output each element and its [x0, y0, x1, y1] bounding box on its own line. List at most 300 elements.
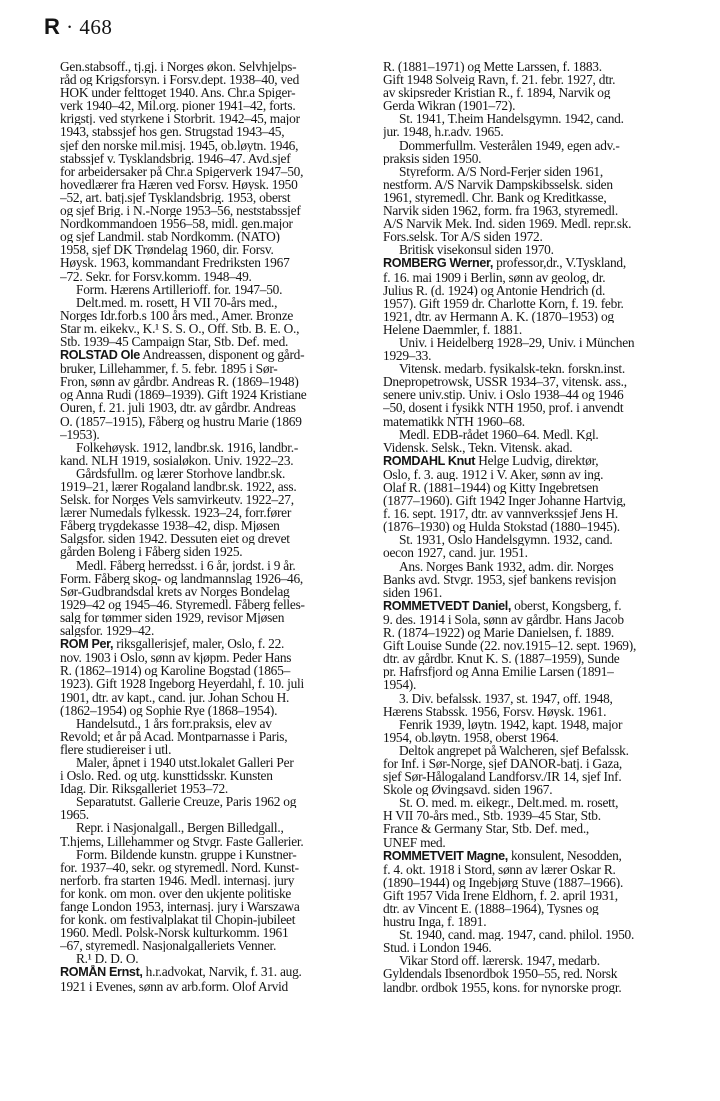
line-text: Olaf R. (1881–1944) og Kitty Ingebretsen — [383, 481, 599, 495]
text-line — [60, 532, 360, 545]
line-text: Vikar Stord off. lærersk. 1947, medarb. — [399, 954, 600, 968]
line-text: HOK under felttoget 1940. Ans. Chr.a Spiger- — [60, 86, 296, 100]
line-text: for Inf. i Sør-Norge, sjef DANOR-batj. i Gaza, — [383, 756, 622, 771]
text-line — [60, 821, 360, 834]
line-text: Banks avd. Stvgr. 1953, sjef bankens revisjon — [383, 572, 617, 586]
line-text: siden 1961. — [383, 585, 442, 599]
line-text: Fåberg trygdekasse 1938–42, disp. Mjøsen — [60, 519, 280, 533]
text-line — [60, 493, 360, 506]
line-text: Form. Bildende kunstn. gruppe i Kunstner- — [76, 847, 297, 861]
text-line — [60, 637, 360, 651]
line-text: Ouren, f. 21. juli 1903, dtr. av gårdbr. Andreas — [60, 401, 296, 415]
line-text: St. 1940, cand. mag. 1947, cand. philol. 1950. — [399, 928, 635, 942]
line-text: 1957). Gift 1959 dr. Charlotte Korn, f. 19. febr. — [383, 296, 624, 310]
line-text: Dommerfullm. Vesterålen 1949, egen adv.- — [399, 138, 620, 152]
line-text: –1953). — [60, 427, 100, 441]
line-text: Delt.med. m. rosett, H VII 70-års med., — [76, 295, 278, 309]
line-text: Oslo, f. 3. aug. 1912 i V. Aker, sønn av ing. — [383, 467, 604, 481]
text-line — [383, 428, 685, 441]
line-text: 1958, sjef DK Trøndelag 1960, dir. Forsv. — [60, 243, 274, 257]
line-text: 1954). — [383, 678, 417, 692]
line-text: i Oslo. Red. og utg. kunsttidsskr. Kunsten — [60, 769, 273, 783]
text-line — [383, 112, 685, 125]
line-text: sjef den norske mil.misj. 1945, ob.løytn. 1946, — [60, 138, 299, 152]
entry-paragraph — [383, 533, 685, 559]
line-text: kand. NLH 1919, sosialøkon. Univ. 1922–23. — [60, 453, 294, 467]
entry-paragraph — [60, 60, 360, 283]
line-text: Helge Ludvig, direktør, — [475, 453, 599, 468]
line-text: landbr. ordbok 1955, kons. for nynorske progr. — [383, 980, 622, 994]
line-text: R.¹ D. D. O. — [76, 952, 139, 966]
line-text: Maler, åpnet i 1940 utst.lokalet Galleri Per — [76, 755, 294, 770]
line-text: og sjef Brig. i N.-Norge 1953–56, neststabssjef — [60, 204, 301, 218]
line-text: Stud. i London 1946. — [383, 941, 492, 955]
entry-name: ROMMETVEDT Daniel, — [383, 598, 512, 613]
text-line — [60, 309, 360, 322]
line-text: Andreassen, disponent og gård- — [139, 348, 305, 363]
text-line — [60, 730, 360, 743]
line-text: Nordkommandoen 1956–58, midl. gen.major — [60, 217, 293, 231]
entry-paragraph — [383, 165, 685, 244]
line-text: for. 1937–40, sekr. og styremedl. Nord. Kunst- — [60, 860, 299, 874]
text-line — [383, 454, 685, 468]
text-line — [383, 573, 685, 586]
line-text: Medl. Fåberg herredsst. i 6 år, jordst. i 9 år. — [76, 558, 296, 572]
line-text: St. O. med. m. eikegr., Delt.med. m. rosett, — [399, 796, 619, 810]
line-text: professor,dr., V.Tyskland, — [492, 256, 626, 271]
text-line — [60, 965, 360, 979]
text-line — [383, 770, 685, 783]
text-line — [60, 769, 360, 782]
text-line — [383, 876, 685, 889]
line-text: jur. 1948, h.r.adv. 1965. — [383, 125, 504, 139]
entry-paragraph — [60, 952, 360, 965]
line-text: (1877–1960). Gift 1942 Inger Johanne Hartvig, — [383, 494, 626, 508]
text-line — [60, 467, 360, 480]
biography-entry — [383, 454, 685, 534]
text-line — [383, 928, 685, 941]
line-text: og Anna Rudi (1869–1939). Gift 1924 Kristiane — [60, 388, 307, 402]
line-text: (1890–1944) og Ingebjørg Stuve (1887–1966). — [383, 875, 624, 889]
line-text: Repr. i Nasjonalgall., Bergen Billedgall., — [76, 821, 284, 835]
text-line — [60, 362, 360, 375]
line-text: salg for tømmer siden 1929, revisor Mjøsen — [60, 610, 285, 625]
entry-paragraph — [383, 112, 685, 138]
text-line — [60, 519, 360, 532]
line-text: R. (1881–1971) og Mette Larssen, f. 1883. — [383, 60, 602, 74]
text-line — [60, 506, 360, 519]
text-line — [383, 73, 685, 86]
line-text: Norges Idr.forb.s 100 års med., Amer. Bronze — [60, 308, 294, 322]
text-line — [60, 691, 360, 704]
line-text: –72. Sekr. for Forsv.komm. 1948–49. — [60, 269, 252, 283]
line-text: f. 16. mai 1909 i Berlin, sønn av geolog, dr. — [383, 270, 606, 284]
text-line — [383, 230, 685, 243]
text-line — [60, 428, 360, 441]
line-text: nerforb. fra starten 1946. Medl. internasj. jury — [60, 873, 295, 887]
text-line — [60, 887, 360, 900]
text-line — [60, 375, 360, 388]
entry-paragraph — [383, 139, 685, 165]
line-text: 1965. — [60, 808, 89, 822]
text-line — [383, 967, 685, 980]
line-text: råd og Krigsforsyn. i Forsv.dept. 1938–40, ved — [60, 73, 300, 87]
line-text: flere studiereiser i utl. — [60, 742, 172, 756]
entry-paragraph — [60, 821, 360, 847]
line-text: Gift Louise Sunde (22. nov.1915–12. sept. 1969), — [383, 639, 637, 653]
line-text: pr. Hafrsfjord og Anna Emilie Larsen (1891– — [383, 665, 614, 679]
line-text: Selsk. for Norges Vels samvirkeutv. 1922–27, — [60, 493, 294, 507]
entry-paragraph — [383, 362, 685, 427]
text-line — [383, 86, 685, 99]
line-text: Form. Fåberg skog- og landmannslag 1926–46, — [60, 571, 304, 585]
line-text: oberst, Kongsberg, f. — [511, 598, 622, 613]
entry-paragraph — [383, 428, 685, 454]
line-text: 1921, dtr. av Hermann A. K. (1870–1953) og — [383, 309, 614, 323]
text-line — [60, 296, 360, 309]
text-line — [60, 952, 360, 965]
entry-paragraph — [383, 744, 685, 796]
line-text: Folkehøysk. 1912, landbr.sk. 1916, landbr.- — [76, 440, 299, 454]
text-line — [60, 86, 360, 99]
entry-paragraph — [60, 441, 360, 467]
text-line — [383, 822, 685, 835]
text-line — [60, 611, 360, 624]
text-line — [383, 256, 685, 270]
text-line — [383, 217, 685, 230]
text-line — [383, 507, 685, 520]
text-line — [383, 441, 685, 454]
text-line — [383, 310, 685, 323]
line-text: T.hjems, Lillehammer og Stvgr. Faste Gallerier. — [60, 834, 304, 848]
text-line — [383, 204, 685, 217]
text-line — [383, 915, 685, 928]
line-text: Narvik siden 1962, form. fra 1963, styremedl. — [383, 204, 618, 218]
text-line — [60, 559, 360, 572]
text-line — [383, 481, 685, 494]
line-text: 1943, stabssjef hos gen. Strugstad 1943–45, — [60, 125, 285, 139]
line-text: Gift 1948 Solveig Ravn, f. 21. febr. 1927, dtr. — [383, 73, 616, 87]
line-text: stabssjef v. Tysklandsbrig. 1946–47. Avd.sjef — [60, 151, 291, 165]
entry-paragraph — [60, 756, 360, 795]
line-text: Ans. Norges Bank 1932, adm. dir. Norges — [399, 559, 614, 573]
entry-paragraph — [60, 848, 360, 953]
line-text: Idag. Dir. Riksgalleriet 1953–72. — [60, 782, 229, 796]
text-line — [60, 926, 360, 939]
entry-paragraph — [383, 560, 685, 599]
text-line — [383, 520, 685, 533]
text-line — [60, 139, 360, 152]
text-line — [383, 731, 685, 744]
text-line — [60, 256, 360, 269]
line-text: Fron, sønn av gårdbr. Andreas R. (1869–1948) — [60, 375, 299, 389]
line-text: Styreform. A/S Nord-Ferjer siden 1961, — [399, 164, 603, 178]
text-line — [383, 678, 685, 691]
line-text: fange London 1953, internasj. jury i Warszawa — [60, 900, 300, 914]
text-line — [383, 863, 685, 876]
text-line — [383, 546, 685, 559]
line-text: Hærens Stabssk. 1956, Forsv. Høysk. 1961. — [383, 704, 607, 718]
line-text: Dnepropetrowsk, USSR 1934–37, vitensk. ass., — [383, 375, 627, 389]
line-text: salgsfor. 1929–42. — [60, 624, 155, 638]
text-line — [383, 692, 685, 705]
text-line — [383, 139, 685, 152]
text-line — [60, 243, 360, 256]
text-line — [60, 73, 360, 86]
line-text: 3. Div. befalssk. 1937, st. 1947, off. 1948, — [399, 691, 613, 705]
line-text: Gift 1957 Vida Irene Eldhorn, f. 2. april 1931, — [383, 888, 618, 902]
entry-name: ROMDAHL Knut — [383, 453, 476, 468]
entry-name: ROMBERG Werner, — [383, 256, 493, 271]
line-text: Skole og Øvingsavd. siden 1967. — [383, 783, 553, 797]
text-line — [383, 757, 685, 770]
entry-name: ROMMETVEIT Magne, — [383, 848, 508, 863]
text-line — [383, 639, 685, 652]
text-line — [60, 335, 360, 348]
line-text: praksis siden 1950. — [383, 151, 482, 165]
text-line — [60, 165, 360, 178]
biography-entry — [383, 599, 685, 692]
entry-paragraph — [383, 796, 685, 848]
line-text: 9. des. 1914 i Sola, sønn av gårdbr. Hans Jacob — [383, 612, 624, 627]
line-text: Gen.stabsoff., tj.gj. i Norges økon. Selvhjelps- — [60, 60, 297, 74]
line-text: riksgallerisjef, maler, Oslo, f. 22. — [113, 637, 285, 652]
text-line — [383, 613, 685, 626]
line-text: dtr. av Vincent E. (1888–1964), Tysnes og — [383, 902, 599, 916]
line-text: Medl. EDB-rådet 1960–64. Medl. Kgl. — [399, 427, 599, 441]
line-text: nov. 1903 i Oslo, sønn av kjøpm. Peder Hans — [60, 651, 292, 665]
header-separator: · — [66, 15, 74, 39]
text-line — [383, 783, 685, 796]
line-text: Stb. 1939–45 Campaign Star, Stb. Def. med. — [60, 334, 289, 349]
text-line — [60, 230, 360, 243]
text-line — [60, 348, 360, 362]
line-text: Univ. i Heidelberg 1928–29, Univ. i München — [399, 335, 635, 350]
text-line — [383, 60, 685, 73]
line-text: 1901, dtr. av kapt., cand. jur. Johan Schou H. — [60, 690, 290, 704]
text-line — [60, 152, 360, 165]
line-text: Fenrik 1939, løytn. 1942, kapt. 1948, major — [399, 717, 623, 731]
text-line — [60, 60, 360, 73]
line-text: Salgsfor. siden 1942. Dessuten eiet og drevet — [60, 532, 290, 546]
text-line — [383, 560, 685, 573]
line-text: 1954, ob.løytn. 1958, oberst 1964. — [383, 730, 559, 744]
text-line — [60, 598, 360, 611]
entry-paragraph — [60, 559, 360, 638]
entry-paragraph — [383, 954, 685, 993]
line-text: Sør-Gudbrandsdal krets av Norges Bondelag — [60, 584, 290, 598]
text-line — [383, 902, 685, 915]
text-line — [383, 165, 685, 178]
text-line — [60, 401, 360, 414]
entry-name: ROMÅN Ernst, — [60, 965, 143, 980]
text-line — [383, 191, 685, 204]
entry-paragraph — [383, 243, 685, 256]
entry-paragraph — [60, 296, 360, 348]
line-text: St. 1931, Oslo Handelsgymn. 1932, cand. — [399, 533, 613, 547]
text-line — [383, 533, 685, 546]
text-line — [60, 980, 360, 993]
text-line — [60, 795, 360, 808]
line-text: (1876–1930) og Hulda Stokstad (1880–1945). — [383, 520, 620, 534]
line-text: verk 1940–42, Mil.org. pioner 1941–42, forts. — [60, 99, 296, 113]
line-text: H VII 70-års med., Stb. 1939–45 Star, Stb. — [383, 809, 601, 823]
line-text: R. (1874–1922) og Marie Danielsen, f. 1889. — [383, 626, 614, 640]
line-text: Star m. eikekv., K.¹ S. S. O., Off. Stb. B. E. O., — [60, 321, 300, 335]
left-column — [60, 60, 360, 993]
line-text: UNEF med. — [383, 835, 446, 849]
text-line — [60, 704, 360, 717]
text-line — [383, 652, 685, 665]
text-line — [60, 585, 360, 598]
line-text: –52, art. batj.sjef Tysklandsbrig. 1953, oberst — [60, 190, 291, 205]
line-text: Separatutst. Gallerie Creuze, Paris 1962 og — [76, 795, 297, 809]
line-text: og sjef Landmil. stab Nordkomm. (NATO) — [60, 230, 280, 244]
text-line — [383, 981, 685, 994]
line-text: 1921 i Evenes, sønn av arb.form. Olof Arvid — [60, 979, 289, 993]
line-text: matematikk NTH 1960–68. — [383, 414, 525, 428]
line-text: nestform. A/S Narvik Dampskibsselsk. siden — [383, 177, 613, 191]
line-text: Gyldendals Ibsenordbok 1950–55, red. Norsk — [383, 967, 618, 981]
text-line — [60, 217, 360, 230]
text-line — [60, 861, 360, 874]
text-line — [60, 415, 360, 428]
text-line — [383, 362, 685, 375]
text-line — [60, 848, 360, 861]
text-line — [383, 271, 685, 284]
line-text: hustru Inga, f. 1891. — [383, 915, 487, 929]
line-text: Form. Hærens Artillerioff. for. 1947–50. — [76, 282, 283, 296]
entry-paragraph — [383, 60, 685, 112]
line-text: Helene Daemmler, f. 1881. — [383, 322, 522, 336]
line-text: lærer Numedals fylkessk. 1923–24, forr.fører — [60, 506, 292, 520]
entry-name: ROLSTAD Ole — [60, 348, 140, 363]
line-text: krigstj. ved styrkene i Storbrit. 1942–45, major — [60, 112, 300, 126]
text-line — [383, 494, 685, 507]
line-text: Britisk visekonsul siden 1970. — [399, 243, 554, 257]
entry-paragraph — [383, 718, 685, 744]
line-text: f. 16. sept. 1917, dtr. av vannverkssjef Jens H. — [383, 507, 618, 521]
text-line — [383, 401, 685, 414]
text-line — [60, 756, 360, 769]
text-line — [60, 125, 360, 138]
line-text: –50, dosent i fysikk NTH 1950, prof. i anvendt — [383, 401, 624, 415]
line-text: Revold; et år på Acad. Montparnasse i Paris, — [60, 729, 288, 743]
page-header — [44, 14, 112, 40]
entry-paragraph — [60, 717, 360, 756]
right-column — [383, 60, 685, 994]
page-number: 468 — [79, 15, 113, 39]
text-line — [383, 243, 685, 256]
text-line — [383, 836, 685, 849]
text-line — [383, 297, 685, 310]
line-text: senere univ.stip. Univ. i Oslo 1938–44 og 1946 — [383, 388, 624, 402]
line-text: 1919–21, lærer Rogaland landbr.sk. 1922, ass. — [60, 480, 297, 494]
line-text: oecon 1927, cand. jur. 1951. — [383, 546, 528, 560]
text-line — [60, 808, 360, 821]
text-line — [60, 191, 360, 204]
line-text: Fors.selsk. Tor A/S siden 1972. — [383, 230, 543, 244]
text-line — [383, 954, 685, 967]
text-line — [383, 125, 685, 138]
text-line — [383, 323, 685, 336]
text-line — [383, 152, 685, 165]
text-line — [383, 809, 685, 822]
text-line — [60, 874, 360, 887]
text-line — [60, 651, 360, 664]
line-text: for arbeidersaker på Chr.a Spigerverk 1947–50, — [60, 164, 304, 178]
text-line — [60, 900, 360, 913]
text-line — [383, 178, 685, 191]
text-line — [383, 388, 685, 401]
text-line — [383, 284, 685, 297]
text-line — [60, 743, 360, 756]
line-text: hovedlærer fra Hæren ved Forsv. Høysk. 1950 — [60, 177, 298, 191]
text-line — [60, 664, 360, 677]
line-text: 1960. Medl. Polsk-Norsk kulturkomm. 1961 — [60, 926, 289, 940]
line-text: France & Germany Star, Stb. Def. med., — [383, 822, 590, 836]
biography-entry — [383, 256, 685, 336]
line-text: konsulent, Nesodden, — [507, 848, 622, 863]
text-line — [60, 112, 360, 125]
line-text: h.r.advokat, Narvik, f. 31. aug. — [142, 965, 302, 980]
line-text: A/S Narvik Mek. Ind. siden 1969. Medl. repr.sk. — [383, 217, 632, 231]
line-text: Deltok angrepet på Walcheren, sjef Befalssk. — [399, 743, 629, 757]
text-line — [60, 204, 360, 217]
text-line — [60, 913, 360, 926]
entry-paragraph — [383, 336, 685, 362]
text-line — [60, 441, 360, 454]
line-text: sjef Sør-Hålogaland Landforsv./IR 14, sjef Inf. — [383, 770, 622, 784]
text-line — [60, 388, 360, 401]
biography-entry — [60, 348, 360, 441]
text-line — [383, 941, 685, 954]
line-text: av skipsreder Kristian R., f. 1894, Narvik og — [383, 86, 611, 100]
text-line — [383, 796, 685, 809]
text-line — [383, 599, 685, 613]
line-text: O. (1857–1915), Fåberg og hustru Marie (1869 — [60, 414, 302, 428]
text-line — [60, 624, 360, 637]
text-line — [60, 545, 360, 558]
line-text: Gårdsfullm. og lærer Storhove landbr.sk. — [76, 466, 286, 480]
text-line — [60, 677, 360, 690]
line-text: dtr. av gårdbr. Knut K. S. (1887–1959), Sunde — [383, 652, 620, 666]
line-text: Høysk. 1963, kommandant Fredriksten 1967 — [60, 256, 290, 270]
line-text: 1929–42 og 1945–46. Styremedl. Fåberg felles- — [60, 597, 305, 611]
line-text: gården Boleng i Fåberg siden 1925. — [60, 545, 243, 559]
text-line — [383, 336, 685, 349]
line-text: R. (1862–1914) og Karoline Bogstad (1865– — [60, 664, 291, 678]
biography-entry — [60, 965, 360, 992]
text-line — [60, 270, 360, 283]
text-line — [383, 586, 685, 599]
line-text: Vitensk. medarb. fysikalsk-tekn. forskn.inst. — [399, 362, 625, 376]
line-text: 1929–33. — [383, 349, 432, 363]
entry-paragraph — [60, 795, 360, 821]
line-text: 1923). Gift 1928 Ingeborg Heyerdahl, f. 10. juli — [60, 677, 304, 691]
text-line — [383, 665, 685, 678]
text-line — [383, 99, 685, 112]
line-text: –67, styremedl. Nasjonalgalleriets Venner. — [60, 939, 277, 953]
text-line — [383, 705, 685, 718]
text-line — [60, 322, 360, 335]
text-line — [60, 939, 360, 952]
line-text: Vidensk. Selsk., Tekn. Vitensk. akad. — [383, 440, 573, 454]
entry-paragraph — [60, 467, 360, 559]
text-line — [383, 626, 685, 639]
text-line — [383, 415, 685, 428]
entry-name: ROM Per, — [60, 637, 114, 652]
